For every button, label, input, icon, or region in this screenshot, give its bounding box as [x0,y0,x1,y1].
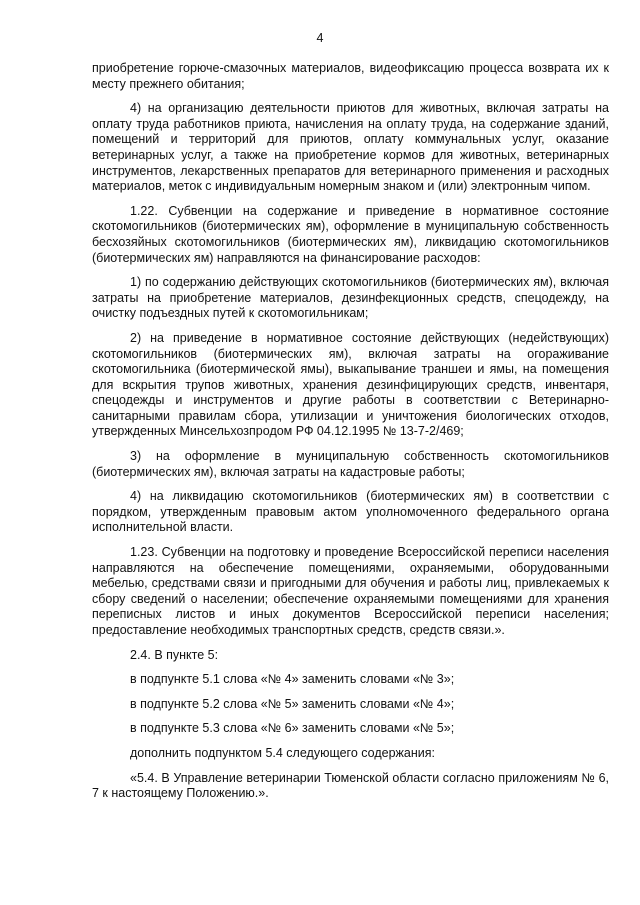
paragraph-1-22-item-2: 2) на приведение в нормативное состояние действующих (недействующих) скотомогильников (биотермических ям), включая затраты на огораживание скотомогильника (биотермической ямы), выкапывание траншеи и ямы, на помещения для вскрытия трупов животных, хранения дезинфицирующих средств, инвентаря, спецодежды и инструментов и другие работы в соответствии с Ветеринарно-санитарными правилам сбора, утилизации и уничтожения биологических отходов, утвержденных Минсельхозпродом РФ 04.12.1995 № 13-7-2/469; [92,330,609,439]
paragraph-1-22-item-1: 1) по содержанию действующих скотомогильников (биотермических ям), включая затраты на приобретение материалов, дезинфекционных средств, спецодежду, на очистку подъездных путей к скотомогильникам; [92,275,609,321]
paragraph-subpoint-5-1: в подпункте 5.1 слова «№ 4» заменить словами «№ 3»; [130,672,455,687]
paragraph-1-22-item-3: 3) на оформление в муниципальную собственность скотомогильников (биотермических ям), включая затраты на кадастровые работы; [92,449,609,479]
paragraph-subpoint-5-2: в подпункте 5.2 слова «№ 5» заменить словами «№ 4»; [130,696,455,711]
paragraph-animal-shelters: 4) на организацию деятельности приютов для животных, включая затраты на оплату труда работников приюта, начисления на оплату труда, на содержание зданий, помещений и территорий для приютов, оплату коммунальных услуг, оказание ветеринарных услуг, а также на приобретение кормов для животных, ветеринарных инструментов, лекарственных препаратов для ветеринарного применения и расходных материалов, меток с индивидуальным номерным знаком и (или) электронным чипом. [92,101,609,194]
paragraph-2-4-heading: 2.4. В пункте 5: [130,647,219,662]
paragraph-1-22-item-4: 4) на ликвидацию скотомогильников (биотермических ям) в соответствии с порядком, утвержденным правовым актом уполномоченного федерального органа исполнительной власти. [92,489,609,535]
paragraph-fuel-continuation: приобретение горюче-смазочных материалов, видеофиксацию процесса возврата их к месту прежнего обитания; [92,61,609,91]
paragraph-subpoint-5-4-text: «5.4. В Управление ветеринарии Тюменской области согласно приложениям № 6, 7 к настоящему Положению.». [92,770,609,801]
page-number: 4 [316,31,324,45]
document-body [92,61,609,802]
paragraph-add-subpoint-5-4: дополнить подпунктом 5.4 следующего содержания: [130,745,435,760]
paragraph-1-23-census-subventions: 1.23. Субвенции на подготовку и проведение Всероссийской переписи населения направляются на обеспечение помещениями, охраняемыми, оборудованными мебелью, средствами связи и пригодными для обучения и работы лиц, привлекаемых к сбору сведений о населении; обеспечение охраняемыми помещениями для хранения переписных листов и иных документов Всероссийской переписи населения; предоставление необходимых транспортных средств, средств связи.». [92,545,609,637]
paragraph-1-22-cattle-burial-subventions: 1.22. Субвенции на содержание и приведение в нормативное состояние скотомогильников (биотермических ям), оформление в муниципальную собственность бесхозяйных скотомогильников (биотермических ям), ликвидацию скотомогильников (биотермических ям) направляются на финансирование расходов: [92,203,609,265]
paragraph-subpoint-5-3: в подпункте 5.3 слова «№ 6» заменить словами «№ 5»; [130,721,455,736]
